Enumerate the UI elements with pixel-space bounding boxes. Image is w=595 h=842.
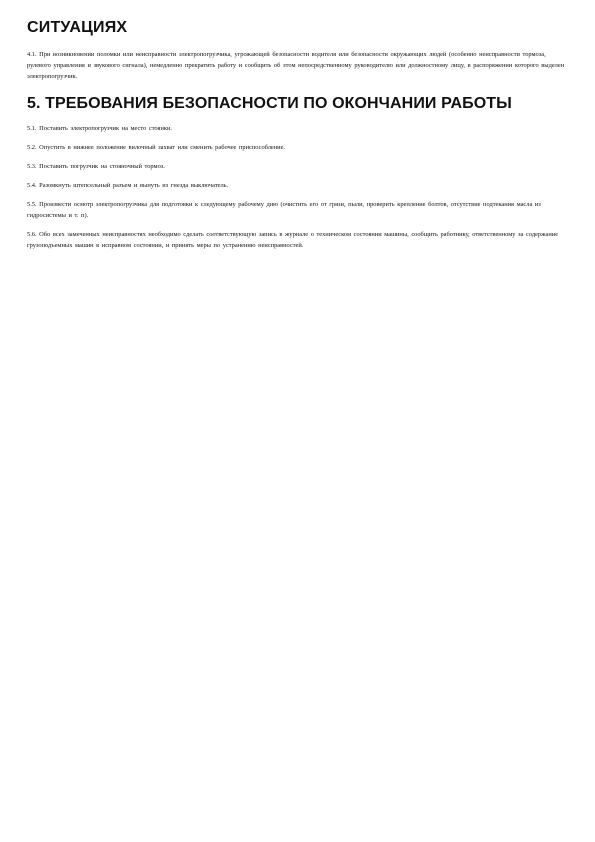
- paragraph-5-6: 5.6. Обо всех замеченных неисправностях необходимо сделать соответствующую запись в журнале о техническом состоянии машины, сообщить работнику, ответственному за содержание грузоподъемных машин в исправном состоянии, и принять меры по устранению неисправностей.: [27, 231, 559, 249]
- section-5-heading: 5. ТРЕБОВАНИЯ БЕЗОПАСНОСТИ ПО ОКОНЧАНИИ РАБОТЫ: [27, 95, 512, 112]
- paragraph-5-1: 5.1. Поставить электропогрузчик на место стоянки.: [27, 125, 172, 132]
- paragraph-4-1: 4.1. При возникновении поломки или неисправности электропогрузчика, угрожающей безопасности водителя или безопасности окружающих людей (особенно неисправности тормоза, рулевого управления и звукового сигнала), немедленно прекратить работу и сообщить об этом непосредственному руководителю или должностному лицу, в распоряжении которого выделен электропогрузчик.: [27, 51, 565, 80]
- paragraph-5-2: 5.2. Опустить в нижнее положение вилочный захват или сменить рабочее приспособление.: [27, 144, 286, 151]
- paragraph-5-5: 5.5. Произвести осмотр электропогрузчика для подготовки к следующему рабочему дню (очистить его от грязи, пыли, проверить крепление болтов, отсутствие подтекания масла из гидросистемы и т. п).: [27, 201, 541, 219]
- document-page: [27, 18, 565, 259]
- section-4-heading-continuation: СИТУАЦИЯХ: [27, 19, 128, 36]
- paragraph-5-4: 5.4. Разомкнуть штепсельный разъем и вынуть из гнезда выключатель.: [27, 182, 229, 189]
- paragraph-5-3: 5.3. Поставить погрузчик на стояночный тормоз.: [27, 163, 165, 170]
